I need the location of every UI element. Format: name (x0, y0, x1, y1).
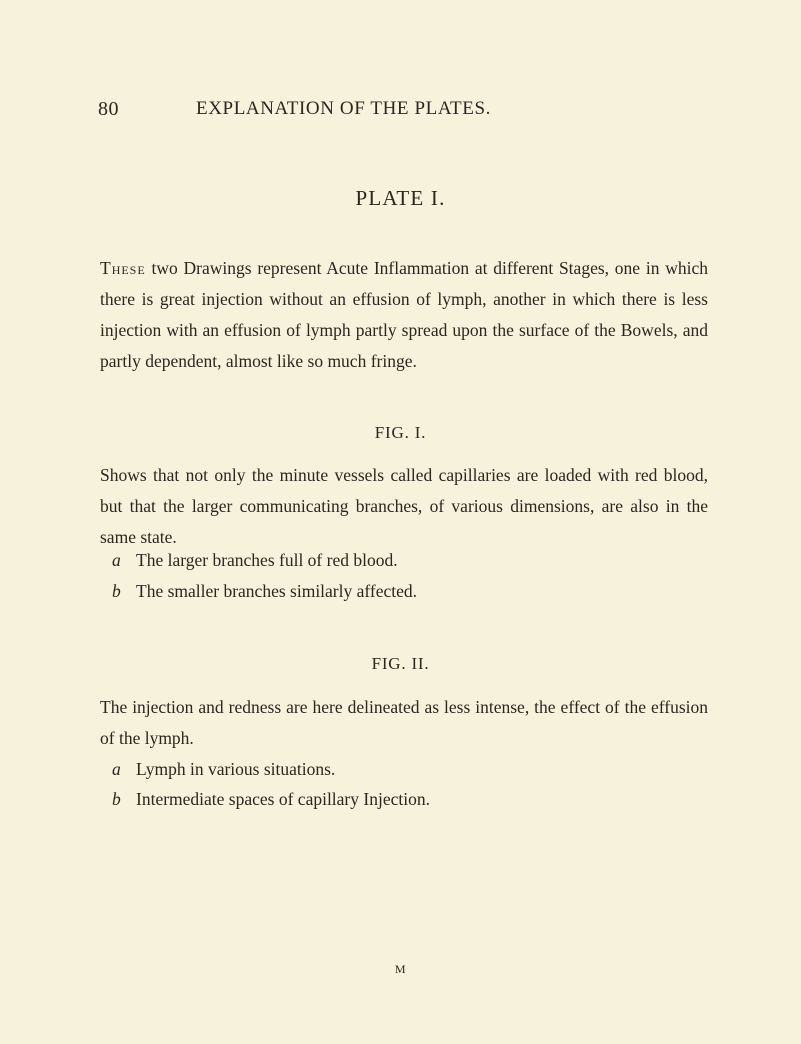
running-head: EXPLANATION OF THE PLATES. (196, 98, 491, 119)
intro-text: two Drawings represent Acute Inflammation at different Stages, one in which there is great injection without an effusion of lymph, another in which there is less injection with an effusion of lymph partly spread upon the surface of the Bowels, and partly dependent, almost like so much fringe. (100, 258, 708, 371)
fig1-heading: FIG. I. (374, 423, 427, 442)
item-letter: a (112, 759, 121, 779)
fig2-description: The injection and redness are here delineated as less intense, the effect of the effusion of the lymph. (100, 697, 708, 748)
fig2-item-b (112, 787, 430, 811)
item-letter: a (112, 550, 121, 570)
intro-paragraph (100, 253, 708, 377)
item-text: The smaller branches similarly affected. (136, 581, 418, 601)
page-number: 80 (98, 98, 119, 120)
item-letter: b (112, 789, 121, 809)
fig1-item-a (112, 548, 398, 572)
fig1-item-b (112, 579, 417, 603)
fig1-description: Shows that not only the minute vessels called capillaries are loaded with red blood, but that the larger communicating branches, of various dimensions, are also in the same state. (100, 465, 708, 547)
item-text: Lymph in various situations. (136, 759, 336, 779)
fig2-item-a (112, 757, 335, 781)
item-letter: b (112, 581, 121, 601)
intro-first-word: These (100, 258, 146, 278)
plate-title: PLATE I. (355, 186, 446, 210)
item-text: The larger branches full of red blood. (136, 550, 398, 570)
item-text: Intermediate spaces of capillary Injection. (136, 789, 430, 809)
fig2-heading: FIG. II. (371, 654, 430, 673)
signature-mark: M (394, 962, 407, 976)
